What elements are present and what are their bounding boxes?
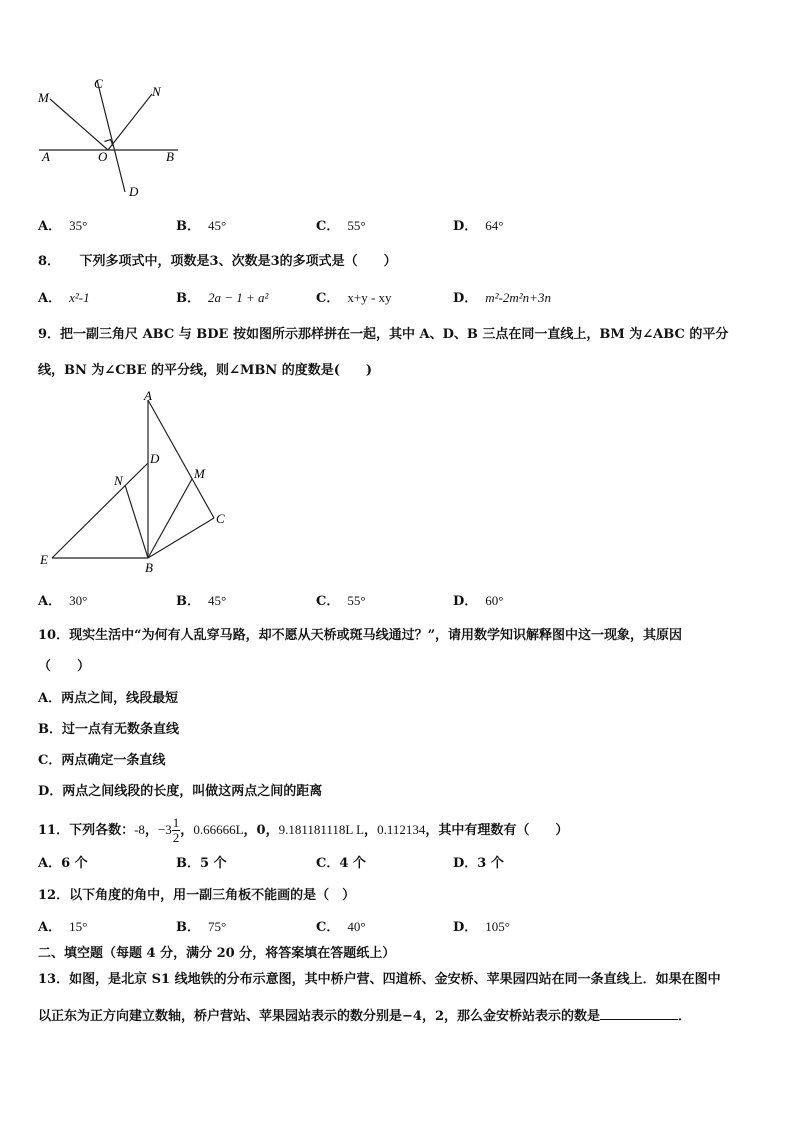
q11-number-5: 9.181181118L L: [278, 822, 365, 837]
q12-stem: 12．以下角度的角中，用一副三角板不能画的是（ ）: [38, 888, 356, 903]
q7-option-d[interactable]: D． 64°: [453, 218, 504, 234]
label-N: N: [114, 473, 123, 488]
q7-option-b[interactable]: B． 45°: [176, 218, 227, 234]
segment-BN: [125, 485, 148, 558]
q11-number-3: 0.66666L: [193, 822, 244, 837]
label-B: B: [166, 149, 174, 164]
q8-option-d[interactable]: D． m²-2m²n+3n: [453, 290, 551, 306]
q13-line2: 以正东为正方向建立数轴，桥户营站、苹果园站表示的数分别是−4，2，那么金安桥站表示的数是 ．: [38, 1009, 691, 1024]
label-E: E: [40, 552, 48, 567]
q9-option-d[interactable]: D． 60°: [453, 593, 504, 609]
q11-option-b[interactable]: B．5 个: [176, 856, 227, 871]
q11-option-d[interactable]: D．3 个: [453, 856, 504, 871]
q9-stem-line1: 9．把一副三角尺 ABC 与 BDE 按如图所示那样拼在一起，其中 A、D、B 三点在同一直线上，BM 为∠ABC 的平分: [38, 327, 729, 342]
label-M: M: [194, 466, 205, 481]
q8-stem: 8． 下列多项式中，项数是3、次数是3的多项式是（ ）: [38, 254, 397, 269]
label-B: B: [145, 560, 153, 575]
label-N: N: [152, 84, 161, 99]
q9-option-b[interactable]: B． 45°: [176, 593, 227, 609]
label-A: A: [144, 388, 152, 403]
label-C: C: [216, 511, 225, 526]
q11-stem: 11．下列各数：-8，−3 $\frac{1}{2}$ ，0.66666L，0，9.181181118L L，0.112134，其中有理数有（ ）: [38, 815, 569, 845]
q11-number-1: -8: [134, 822, 145, 837]
q11-prefix: 11．下列各数：: [38, 823, 135, 838]
line-CD: [97, 80, 125, 192]
q11-number-2-fraction: $\frac{1}{2}$: [172, 815, 180, 845]
q11-option-c[interactable]: C．4 个: [316, 856, 366, 871]
q12-option-a[interactable]: A． 15°: [38, 919, 88, 935]
q11-option-a[interactable]: A．6 个: [38, 856, 88, 871]
q11-suffix: ，其中有理数有（ ）: [425, 823, 569, 838]
q11-number-6: 0.112134: [377, 822, 426, 837]
q10-stem-line2: （ ）: [38, 659, 91, 674]
triangle-figure-q9: [30, 385, 240, 577]
label-C: C: [94, 76, 103, 91]
q10-option-b[interactable]: B．过一点有无数条直线: [38, 722, 179, 737]
segment-BC: [148, 518, 214, 558]
q8-option-a[interactable]: A． x²-1: [38, 290, 90, 306]
q10-option-c[interactable]: C．两点确定一条直线: [38, 753, 166, 768]
q10-option-d[interactable]: D．两点之间线段的长度，叫做这两点之间的距离: [38, 784, 323, 799]
q8-option-c[interactable]: C． x+y - xy: [316, 290, 392, 306]
q10-stem-line1: 10．现实生活中“为何有人乱穿马路，却不愿从天桥或斑马线通过？”，请用数学知识解释图中这一现象，其原因: [38, 628, 683, 643]
angle-figure-q7: [30, 72, 190, 207]
q9-option-c[interactable]: C． 55°: [316, 593, 366, 609]
label-M: M: [38, 90, 49, 105]
q9-option-a[interactable]: A． 30°: [38, 593, 88, 609]
q12-option-d[interactable]: D． 105°: [453, 919, 510, 935]
label-D: D: [129, 184, 139, 199]
q12-option-b[interactable]: B． 75°: [176, 919, 227, 935]
label-D: D: [150, 451, 160, 466]
q13-line1: 13．如图，是北京 S1 线地铁的分布示意图，其中桥户营、四道桥、金安桥、苹果园四站在同一条直线上．如果在图中: [38, 972, 721, 987]
label-A: A: [42, 149, 50, 164]
section-heading-fill-in: 二、填空题（每题 4 分，满分 20 分，将答案填在答题纸上）: [38, 946, 396, 961]
q7-option-c[interactable]: C． 55°: [316, 218, 366, 234]
q10-option-a[interactable]: A．两点之间，线段最短: [38, 691, 179, 706]
ray-ON: [108, 94, 152, 150]
ray-OM: [50, 99, 108, 150]
label-O: O: [98, 149, 108, 164]
q12-option-c[interactable]: C． 40°: [316, 919, 366, 935]
q8-option-b[interactable]: B． 2a − 1 + a²: [176, 290, 269, 306]
q11-number-2-whole: −3: [157, 822, 172, 837]
q11-number-4: 0: [256, 823, 266, 838]
q7-option-a[interactable]: A． 35°: [38, 218, 88, 234]
answer-blank[interactable]: [600, 1007, 678, 1020]
segment-BM: [148, 479, 192, 558]
q9-stem-line2: 线，BN 为∠CBE 的平分线，则∠MBN 的度数是( ): [38, 363, 373, 378]
